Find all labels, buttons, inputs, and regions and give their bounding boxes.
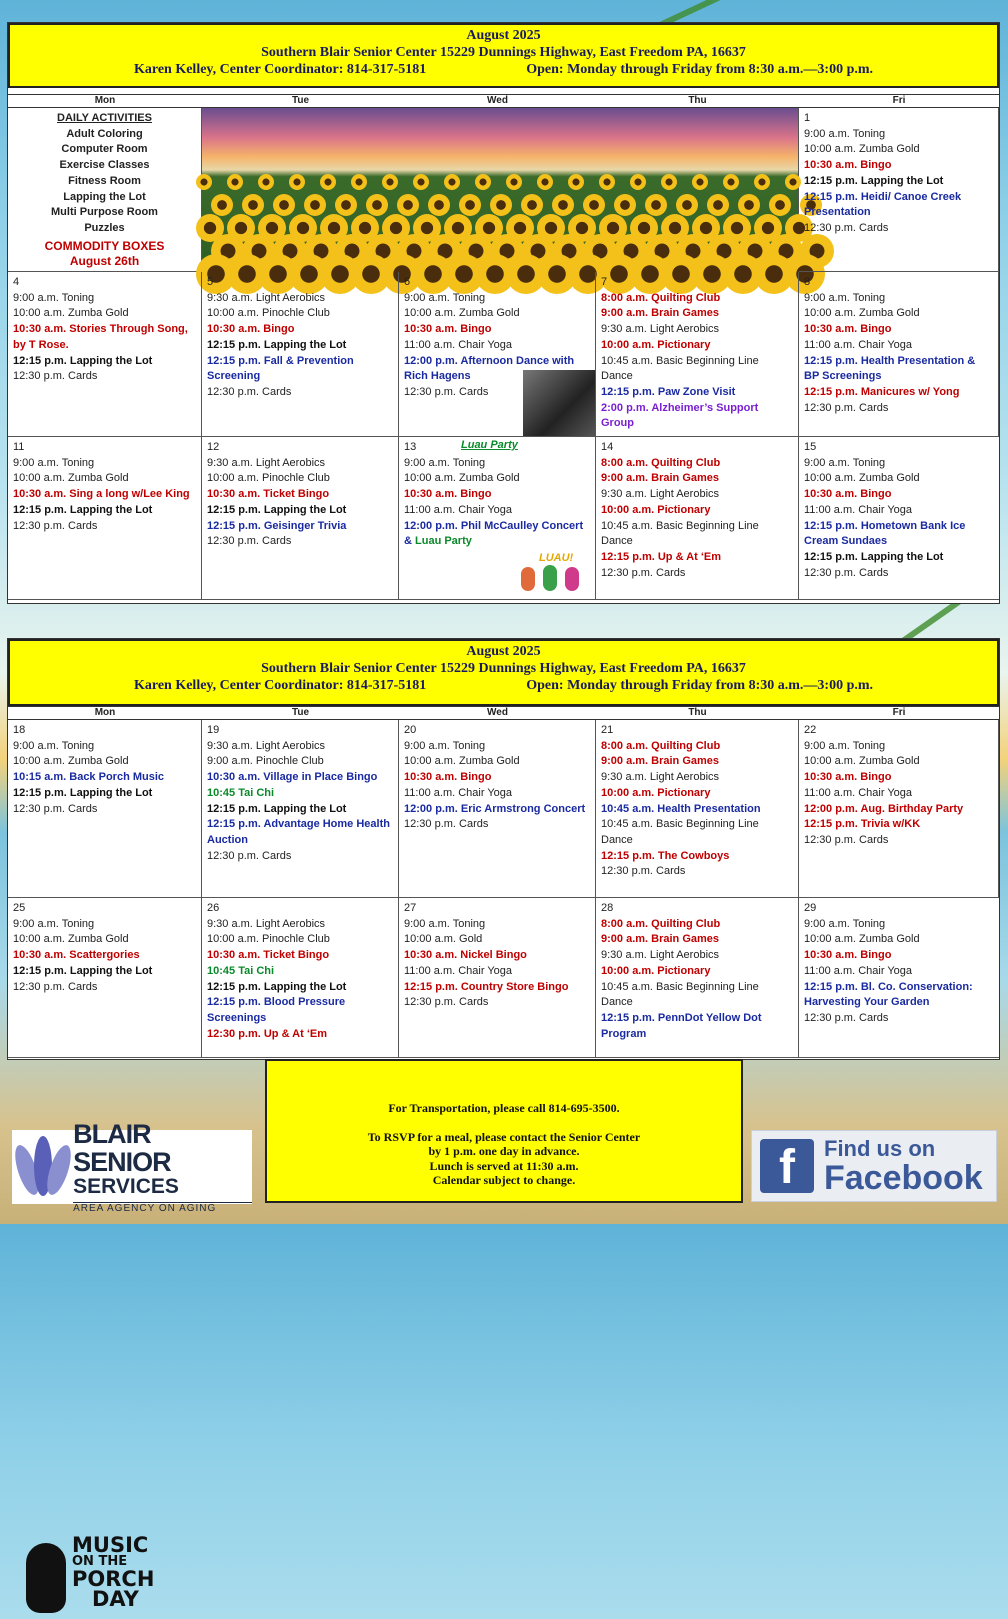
event-item: 10:00 a.m. Pictionary <box>601 503 711 516</box>
event-item: 10:00 a.m. Zumba Gold <box>13 755 129 768</box>
event-item: 12:15 p.m. Country Store Bingo <box>404 980 569 993</box>
day-cell <box>202 898 399 1058</box>
day-number: 6 <box>404 276 411 288</box>
event-item: 8:00 a.m. Quilting Club <box>601 917 721 930</box>
music-word: ON THE <box>72 1554 128 1569</box>
daily-item: Lapping the Lot <box>63 190 146 203</box>
event-item: 12:15 p.m. Lapping the Lot <box>13 354 153 367</box>
event-item: 10:45 Tai Chi <box>207 786 275 799</box>
commodity-boxes-label: COMMODITY BOXES <box>44 238 165 253</box>
event-item: 10:30 a.m. Ticket Bingo <box>207 488 330 501</box>
event-item: 10:30 a.m. Bingo <box>404 771 492 784</box>
day-cell <box>399 720 596 898</box>
sunflower <box>444 174 460 190</box>
music-on-the-porch-icon <box>26 1535 196 1619</box>
event-item: 10:00 a.m. Zumba Gold <box>13 307 129 320</box>
event-item: 9:00 a.m. Toning <box>804 291 886 304</box>
sunflower <box>738 194 760 216</box>
event-item: 9:30 a.m. Light Aerobics <box>207 456 326 469</box>
event-item: 10:30 a.m. Bingo <box>207 323 295 336</box>
event-item: 8:00 a.m. Quilting Club <box>601 456 721 469</box>
blair-logo-line1: BLAIR SENIOR <box>73 1119 171 1177</box>
event-item: 12:15 p.m. The Cowboys <box>601 849 730 862</box>
event-item: 10:45 a.m. Health Presentation <box>601 802 761 815</box>
calendar-header <box>8 23 999 88</box>
blair-logo-line3: AREA AGENCY ON AGING <box>73 1202 252 1214</box>
sunflower <box>382 174 398 190</box>
day-number: 1 <box>804 112 811 124</box>
facebook-icon: f <box>760 1139 814 1193</box>
event-item: 12:00 p.m. Afternoon Dance with Rich Hagens <box>404 354 575 383</box>
weekday-fri: Fri <box>892 707 906 718</box>
event-item: 10:00 a.m. Zumba Gold <box>804 933 920 946</box>
header-hours: Open: Monday through Friday from 8:30 a.m.—3:00 p.m. <box>526 62 874 77</box>
event-item: 10:30 a.m. Bingo <box>404 488 492 501</box>
sunflower <box>227 174 243 190</box>
day-cell <box>8 898 202 1058</box>
event-item: 10:00 a.m. Zumba Gold <box>804 472 920 485</box>
sunflower <box>614 194 636 216</box>
weekday-mon: Mon <box>94 707 116 718</box>
day-cell <box>202 272 399 437</box>
event-item: 9:00 a.m. Toning <box>404 739 486 752</box>
daily-activities-title: DAILY ACTIVITIES <box>57 112 152 124</box>
event-item: 11:00 a.m. Chair Yoga <box>404 786 513 799</box>
event-item: 10:00 a.m. Zumba Gold <box>404 472 520 485</box>
daily-item: Fitness Room <box>68 174 141 187</box>
transport-info: For Transportation, please call 814-695-3500. <box>388 1101 620 1115</box>
sunflower <box>583 194 605 216</box>
day-cell <box>799 898 999 1058</box>
sunflower <box>630 174 646 190</box>
event-item: 9:00 a.m. Brain Games <box>601 933 720 946</box>
event-item: 12:30 p.m. Cards <box>804 401 889 414</box>
event-item: 12:30 p.m. Up & At ‘Em <box>207 1027 328 1040</box>
facebook-badge[interactable] <box>751 1130 997 1202</box>
event-item: 12:15 p.m. Trivia w/KK <box>804 818 921 831</box>
sunflower <box>196 174 212 190</box>
day-number: 25 <box>13 902 26 914</box>
event-item: 10:30 a.m. Bingo <box>804 159 892 172</box>
day-cell <box>8 437 202 600</box>
event-item: 12:15 p.m. Advantage Home Health Auction <box>207 818 390 846</box>
weekday-tue: Tue <box>291 95 310 106</box>
header-title: August 2025 <box>466 644 541 659</box>
weekday-mon: Mon <box>94 95 116 106</box>
sunflower <box>335 194 357 216</box>
event-item: 10:00 a.m. Zumba Gold <box>804 143 920 156</box>
daily-item: Puzzles <box>84 221 125 234</box>
event-item: 12:15 p.m. Lapping the Lot <box>13 503 153 516</box>
event-item: 9:30 a.m. Light Aerobics <box>601 323 720 336</box>
event-item: 11:00 a.m. Chair Yoga <box>804 964 913 977</box>
event-item: 9:00 a.m. Toning <box>804 739 886 752</box>
event-item: 12:15 p.m. Lapping the Lot <box>804 550 944 563</box>
event-item: 12:30 p.m. Cards <box>804 1011 889 1024</box>
event-item: 10:30 a.m. Bingo <box>804 488 892 501</box>
event-item: 12:30 p.m. Cards <box>404 818 489 831</box>
day-cell <box>596 720 799 898</box>
event-item: 9:30 a.m. Light Aerobics <box>601 488 720 501</box>
commodity-boxes-date: August 26th <box>69 254 140 269</box>
event-item: 8:00 a.m. Quilting Club <box>601 291 721 304</box>
event-item: 9:00 a.m. Brain Games <box>601 307 720 320</box>
event-item: 12:15 p.m. Paw Zone Visit <box>601 385 736 398</box>
day-cell <box>596 272 799 437</box>
event-item: 10:45 Tai Chi <box>207 964 275 977</box>
event-item: 9:00 a.m. Toning <box>804 456 886 469</box>
event-item: 11:00 a.m. Chair Yoga <box>404 503 513 516</box>
event-item: 10:00 a.m. Zumba Gold <box>804 307 920 320</box>
luau-party-label: Luau Party <box>461 439 518 451</box>
header-center-address: Southern Blair Senior Center 15229 Dunnings Highway, East Freedom PA, 16637 <box>261 45 746 60</box>
sunflower <box>707 194 729 216</box>
daily-item: Computer Room <box>61 143 148 156</box>
event-item: 2:00 p.m. Alzheimer’s Support Group <box>601 401 759 430</box>
day-cell <box>399 272 596 437</box>
sunflower <box>490 194 512 216</box>
event-item: 9:00 a.m. Toning <box>13 917 95 930</box>
event-item: 11:00 a.m. Chair Yoga <box>804 503 913 516</box>
event-item: 10:00 a.m. Pinochle Club <box>207 933 330 946</box>
day-cell <box>202 720 399 898</box>
day-cell <box>799 720 999 898</box>
sunflower <box>769 194 791 216</box>
event-item: 12:15 p.m. Lapping the Lot <box>804 174 944 187</box>
event-item: 11:00 a.m. Chair Yoga <box>804 786 913 799</box>
day-cell <box>799 108 999 272</box>
day-number: 14 <box>601 441 614 453</box>
sunflower <box>645 194 667 216</box>
sunflower <box>506 174 522 190</box>
event-item: 10:00 a.m. Zumba Gold <box>13 472 129 485</box>
event-item: 12:30 p.m. Cards <box>804 833 889 846</box>
event-item: 10:00 a.m. Gold <box>404 933 483 946</box>
day-number: 22 <box>804 724 817 736</box>
sunflower <box>211 194 233 216</box>
weekday-header-row <box>8 706 999 720</box>
sunflower <box>537 174 553 190</box>
day-number: 5 <box>207 276 214 288</box>
rsvp-deadline: by 1 p.m. one day in advance. <box>428 1144 580 1158</box>
day-number: 28 <box>601 902 614 914</box>
weekday-tue: Tue <box>291 707 310 718</box>
day-cell <box>399 437 596 600</box>
sunflower <box>568 174 584 190</box>
sunflower <box>289 174 305 190</box>
luau-image-text: LUAU! <box>539 552 574 564</box>
event-item: 9:00 a.m. Toning <box>13 739 95 752</box>
sunflower <box>475 174 491 190</box>
event-item: 9:30 a.m. Light Aerobics <box>207 739 326 752</box>
event-item: 9:00 a.m. Toning <box>13 456 95 469</box>
event-item: 12:15 p.m. Fall & Prevention Screening <box>207 354 354 383</box>
event-item: 10:00 a.m. Zumba Gold <box>404 307 520 320</box>
event-item: 10:45 a.m. Basic Beginning Line Dance <box>601 354 759 383</box>
music-word: MUSIC <box>72 1533 149 1557</box>
sunflower <box>754 174 770 190</box>
event-item: 10:45 a.m. Basic Beginning Line Dance <box>601 818 759 846</box>
event-item: 11:00 a.m. Chair Yoga <box>404 964 513 977</box>
event-item: 9:00 a.m. Pinochle Club <box>207 755 324 768</box>
sunflower <box>692 174 708 190</box>
event-item: 10:30 a.m. Nickel Bingo <box>404 949 527 962</box>
weekday-fri: Fri <box>892 95 906 106</box>
blair-senior-services-logo <box>12 1119 252 1214</box>
sunflower <box>320 174 336 190</box>
event-item: 12:30 p.m. Cards <box>207 385 292 398</box>
blair-logo-line2: SERVICES <box>73 1175 179 1198</box>
day-cell <box>8 272 202 437</box>
lotus-icon <box>12 1132 73 1202</box>
daily-item: Adult Coloring <box>66 127 143 140</box>
sunflower <box>521 194 543 216</box>
header-title: August 2025 <box>466 28 541 43</box>
daily-item: Multi Purpose Room <box>51 206 158 219</box>
event-item: 12:15 p.m. Bl. Co. Conservation: Harvesting Your Garden <box>804 980 973 1009</box>
facebook-name: Facebook <box>824 1159 983 1197</box>
event-item: 12:15 p.m. Heidi/ Canoe Creek Presentation <box>804 190 962 219</box>
sunflower <box>676 194 698 216</box>
event-item: 12:30 p.m. Cards <box>13 802 98 815</box>
event-item: 10:30 a.m. Bingo <box>804 949 892 962</box>
event-item: 12:15 p.m. Lapping the Lot <box>207 338 347 351</box>
event-item: 12:15 p.m. Geisinger Trivia <box>207 519 347 532</box>
event-item: 10:00 a.m. Pinochle Club <box>207 307 330 320</box>
header-coordinator: Karen Kelley, Center Coordinator: 814-317-5181 <box>133 62 427 77</box>
day-cell <box>799 437 999 600</box>
event-item: 10:30 a.m. Village in Place Bingo <box>207 771 378 784</box>
calendar-panel-top <box>7 22 1000 604</box>
sunflower <box>273 194 295 216</box>
event-item: 9:30 a.m. Light Aerobics <box>207 291 326 304</box>
event-item: 10:30 a.m. Bingo <box>404 323 492 336</box>
event-item: 12:15 p.m. Hometown Bank Ice Cream Sundaes <box>804 519 966 548</box>
event-item: 9:00 a.m. Toning <box>804 127 886 140</box>
lunch-time: Lunch is served at 11:30 a.m. <box>429 1158 579 1173</box>
event-item: 12:15 p.m. Lapping the Lot <box>207 980 347 993</box>
weekday-wed: Wed <box>487 95 508 106</box>
event-item: 12:15 p.m. Lapping the Lot <box>13 786 153 799</box>
event-item: 11:00 a.m. Chair Yoga <box>404 338 513 351</box>
event-item: 9:30 a.m. Light Aerobics <box>207 917 326 930</box>
header-center-address: Southern Blair Senior Center 15229 Dunnings Highway, East Freedom PA, 16637 <box>261 661 746 676</box>
event-item: 10:45 a.m. Basic Beginning Line Dance <box>601 980 759 1009</box>
event-item: 12:30 p.m. Cards <box>13 370 98 383</box>
day-number: 27 <box>404 902 417 914</box>
event-item: 12:00 p.m. Aug. Birthday Party <box>804 802 964 815</box>
event-item: 9:00 a.m. Toning <box>804 917 886 930</box>
event-item: 12:30 p.m. Cards <box>207 849 292 862</box>
daily-item: Exercise Classes <box>59 159 150 172</box>
sunflower <box>304 194 326 216</box>
daily-activities-cell <box>8 108 202 272</box>
day-number: 19 <box>207 724 220 736</box>
event-item: 12:00 p.m. Phil McCaulley Concert & <box>404 519 584 548</box>
day-cell <box>399 898 596 1058</box>
event-item: 10:45 a.m. Basic Beginning Line Dance <box>601 519 759 548</box>
event-item: 10:30 a.m. Bingo <box>804 323 892 336</box>
music-word: DAY <box>92 1587 139 1611</box>
sunflower <box>366 194 388 216</box>
header-hours: Open: Monday through Friday from 8:30 a.m.—3:00 p.m. <box>526 678 874 693</box>
rsvp-info: To RSVP for a meal, please contact the Senior Center <box>367 1129 641 1144</box>
sunflower <box>459 194 481 216</box>
calendar-disclaimer: Calendar subject to change. <box>432 1173 576 1187</box>
weekday-header-row <box>8 94 999 108</box>
day-cell <box>202 437 399 600</box>
day-number: 21 <box>601 724 614 736</box>
day-cell <box>596 437 799 600</box>
event-item: 10:30 a.m. Sing a long w/Lee King <box>13 488 190 501</box>
day-number: 29 <box>804 902 817 914</box>
calendar-grid-top <box>8 108 999 600</box>
event-item: 12:15 p.m. Lapping the Lot <box>13 964 153 977</box>
event-item: 12:30 p.m. Cards <box>804 221 889 234</box>
day-number: 11 <box>13 441 25 453</box>
calendar-header <box>8 639 999 706</box>
event-item: 12:00 p.m. Eric Armstrong Concert <box>404 802 586 815</box>
event-item: 12:30 p.m. Cards <box>601 865 686 878</box>
dance-photo <box>523 370 595 436</box>
sunflower <box>397 194 419 216</box>
day-number: 18 <box>13 724 26 736</box>
event-item: 9:00 a.m. Toning <box>404 291 486 304</box>
event-item: 12:30 p.m. Cards <box>804 566 889 579</box>
event-item: 9:00 a.m. Toning <box>13 291 95 304</box>
event-item: 10:30 a.m. Stories Through Song, by T Rose. <box>13 323 188 351</box>
event-item: 9:00 a.m. Toning <box>404 456 486 469</box>
event-item: 12:30 p.m. Cards <box>207 535 292 548</box>
event-item: 9:30 a.m. Light Aerobics <box>601 771 720 784</box>
sunflower <box>242 194 264 216</box>
music-word: PORCH <box>72 1567 155 1591</box>
facebook-find-us: Find us on <box>824 1136 936 1161</box>
event-item: 8:00 a.m. Quilting Club <box>601 739 721 752</box>
event-item: 12:15 p.m. Health Presentation & BP Screenings <box>804 354 976 383</box>
luau-party-text: Luau Party <box>415 535 472 548</box>
event-item: 9:30 a.m. Light Aerobics <box>601 949 720 962</box>
event-item: 10:30 a.m. Bingo <box>804 771 892 784</box>
event-item: 10:00 a.m. Pictionary <box>601 786 711 799</box>
sunflower <box>723 174 739 190</box>
day-cell <box>596 898 799 1058</box>
event-item: 12:15 p.m. Manicures w/ Yong <box>804 385 960 398</box>
event-item: 10:00 a.m. Zumba Gold <box>404 755 520 768</box>
event-item: 12:15 p.m. PennDot Yellow Dot Program <box>601 1011 762 1040</box>
sunflower <box>661 174 677 190</box>
day-number: 4 <box>13 276 20 288</box>
header-coordinator: Karen Kelley, Center Coordinator: 814-317-5181 <box>133 678 427 693</box>
day-number: 12 <box>207 441 220 453</box>
event-item: 9:00 a.m. Brain Games <box>601 472 720 485</box>
weekday-thu: Thu <box>688 95 707 106</box>
event-item: 12:15 p.m. Blood Pressure Screenings <box>207 996 346 1024</box>
day-number: 15 <box>804 441 817 453</box>
sunflower <box>258 174 274 190</box>
day-number: 8 <box>804 276 811 288</box>
event-item: 10:00 a.m. Zumba Gold <box>13 933 129 946</box>
day-number: 13 <box>404 441 417 453</box>
footer-info-box <box>265 1059 743 1203</box>
luau-kids-icon <box>517 551 587 595</box>
event-item: 12:15 p.m. Lapping the Lot <box>207 802 347 815</box>
day-number: 7 <box>601 276 608 288</box>
event-item: 12:15 p.m. Up & At ‘Em <box>601 550 722 563</box>
event-item: 10:00 a.m. Zumba Gold <box>804 755 920 768</box>
event-item: 10:15 a.m. Back Porch Music <box>13 771 165 784</box>
sunflower <box>552 194 574 216</box>
event-item: 9:00 a.m. Brain Games <box>601 755 720 768</box>
event-item: 12:30 p.m. Cards <box>601 566 686 579</box>
event-item: 10:30 a.m. Ticket Bingo <box>207 949 330 962</box>
sunflower <box>428 194 450 216</box>
event-item: 12:30 p.m. Cards <box>404 385 489 398</box>
event-item: 10:00 a.m. Pictionary <box>601 964 711 977</box>
weekday-thu: Thu <box>688 707 707 718</box>
sunflower-field-image <box>202 108 799 272</box>
weekday-wed: Wed <box>487 707 508 718</box>
sunflower <box>599 174 615 190</box>
event-item: 9:00 a.m. Toning <box>404 917 486 930</box>
day-number: 26 <box>207 902 220 914</box>
sunflower <box>351 174 367 190</box>
event-item: 10:00 a.m. Pictionary <box>601 338 711 351</box>
event-item: 12:30 p.m. Cards <box>13 519 98 532</box>
event-item: 12:15 p.m. Lapping the Lot <box>207 503 347 516</box>
sunflower <box>413 174 429 190</box>
day-number: 20 <box>404 724 417 736</box>
event-item: 12:30 p.m. Cards <box>404 996 489 1009</box>
event-item: 10:30 a.m. Scattergories <box>13 949 140 962</box>
event-item: 11:00 a.m. Chair Yoga <box>804 338 913 351</box>
event-item: 10:00 a.m. Pinochle Club <box>207 472 330 485</box>
event-item: 12:30 p.m. Cards <box>13 980 98 993</box>
day-cell <box>799 272 999 437</box>
